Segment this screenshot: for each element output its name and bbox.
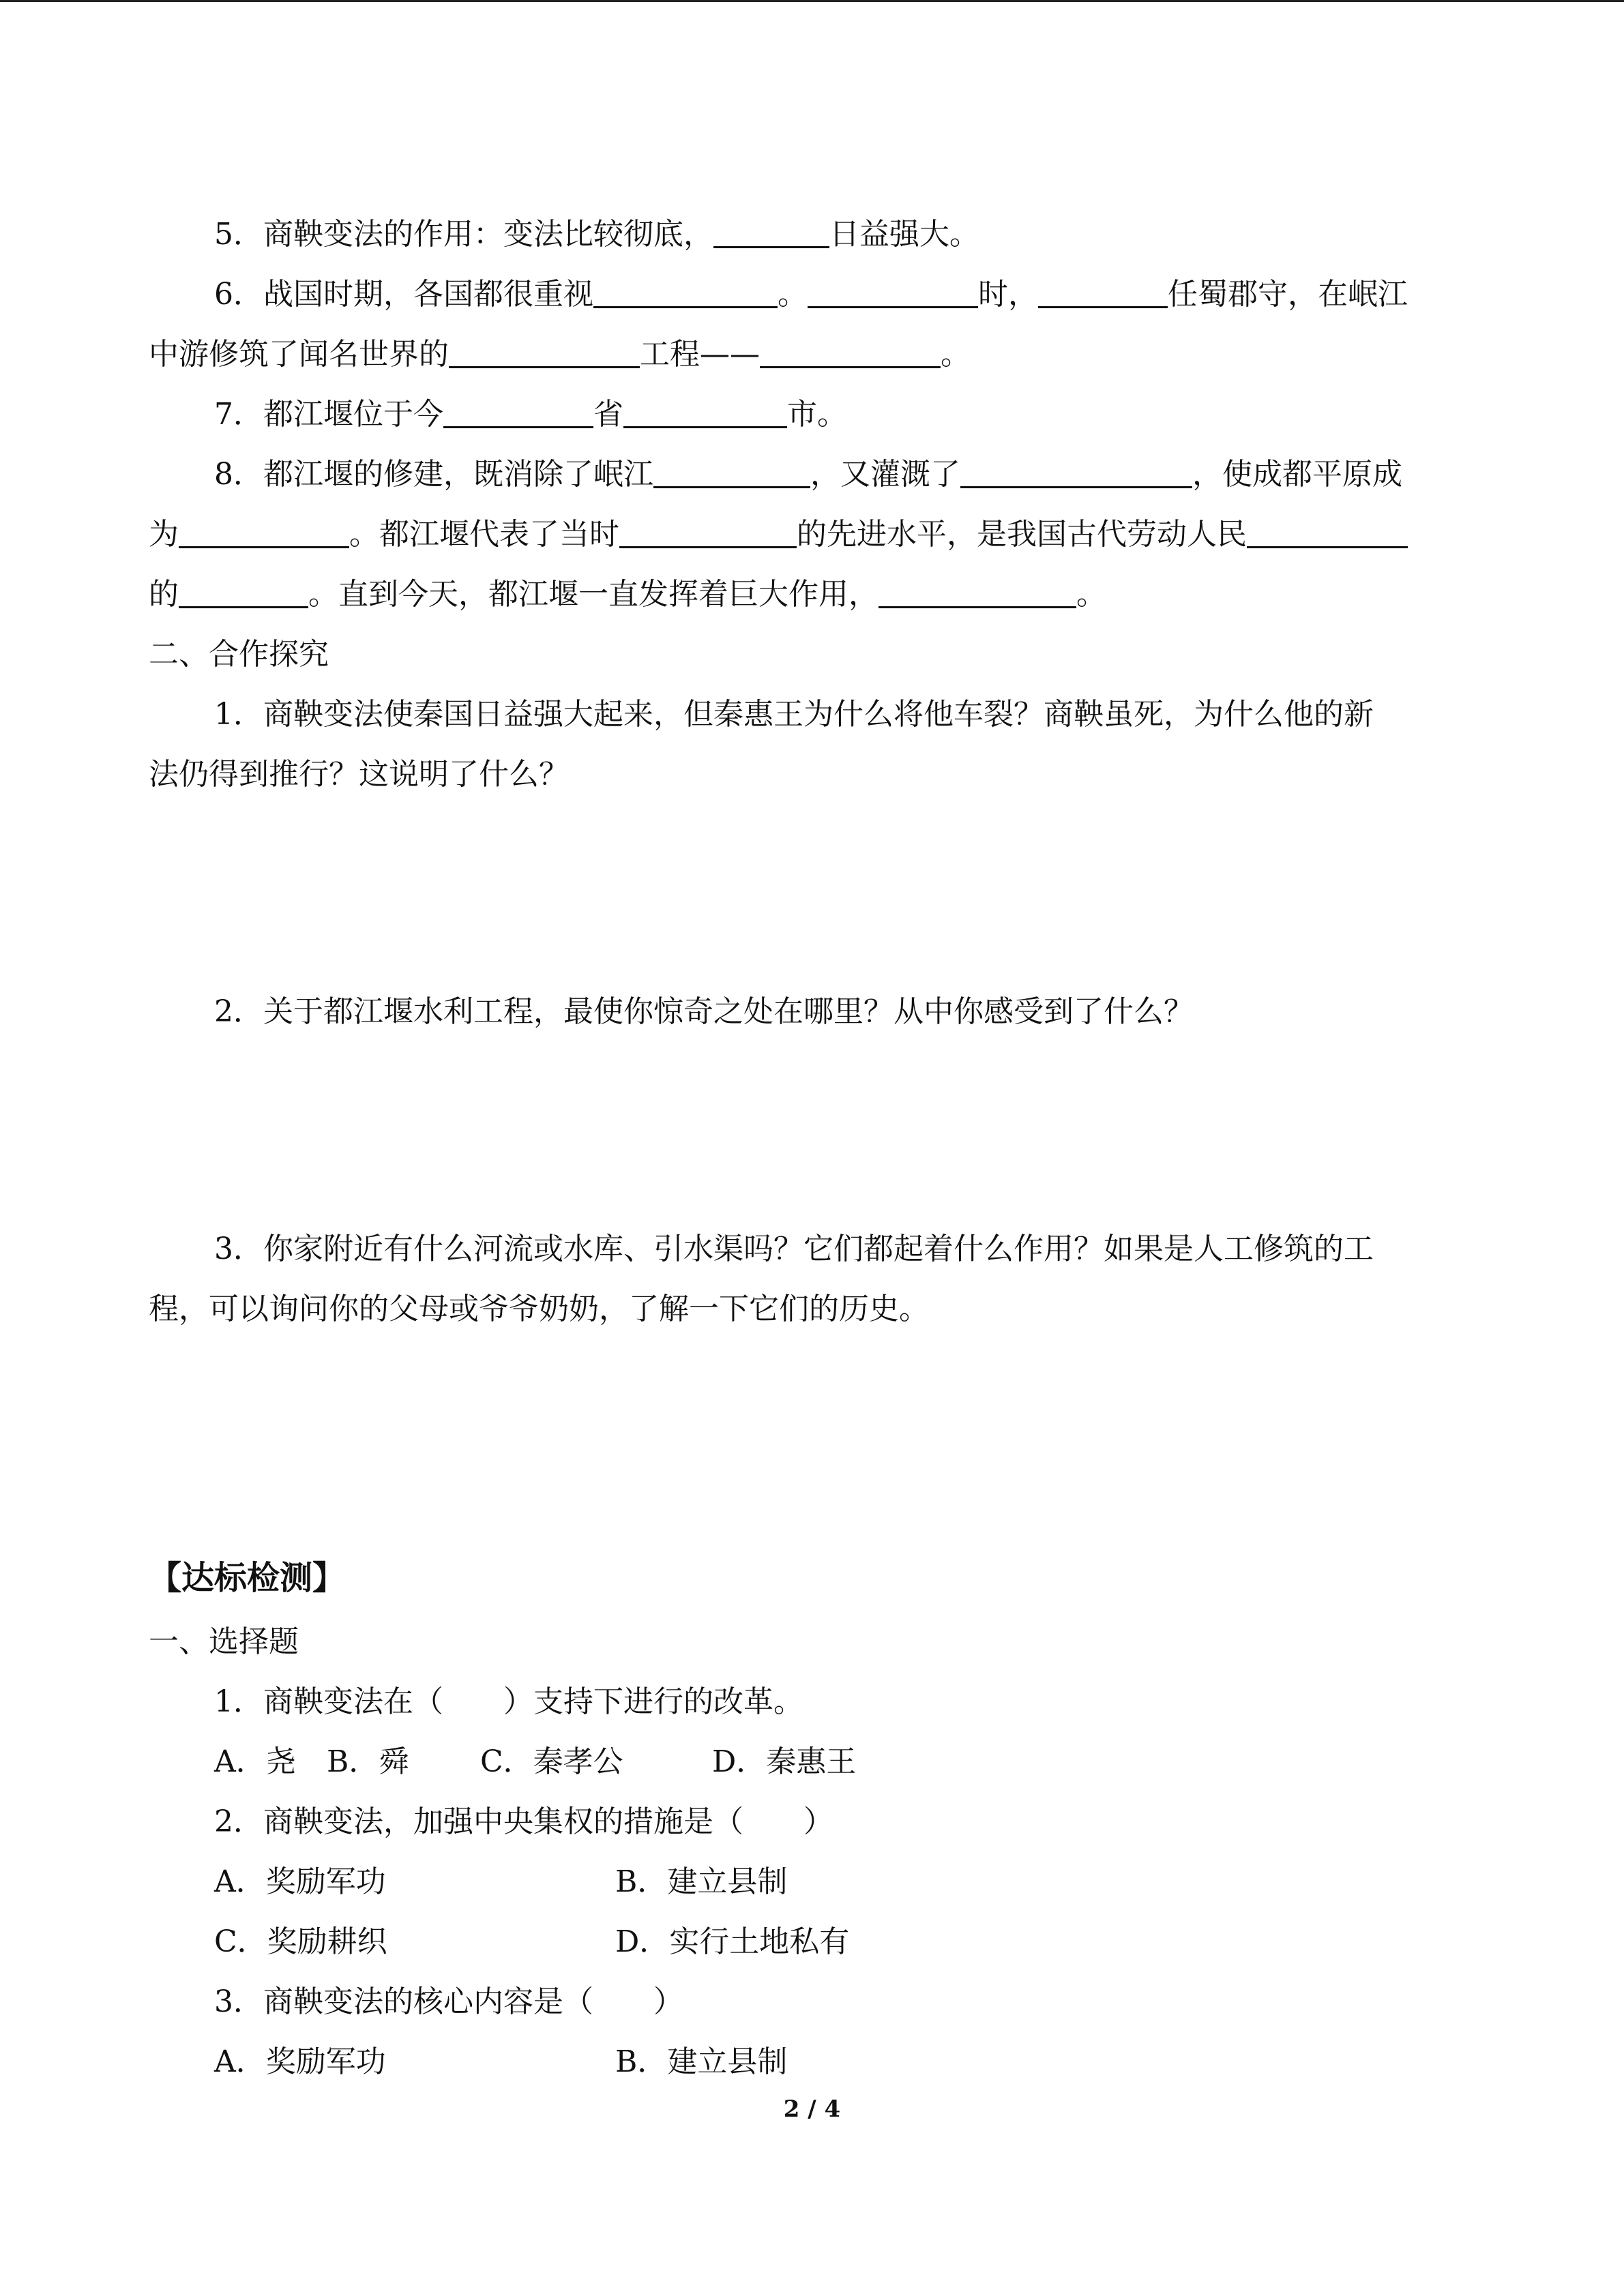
blank[interactable] [1038,279,1168,308]
blank[interactable] [449,339,640,368]
question-8-line-3: 的 。直到今天，都江堰一直发挥着巨大作用， 。 [149,577,1106,612]
blank[interactable] [623,399,787,428]
top-border [0,0,1624,2]
question-8-line-2: 为 。都江堰代表了当时 的先进水平，是我国古代劳动人民 [149,505,1479,565]
document-page [149,205,1479,2092]
option-b[interactable]: B．建立县制 [615,1864,788,1899]
option-b[interactable]: B．建立县制 [615,2044,788,2079]
question-6-line-1: 6．战国时期，各国都很重视 。 时， 任蜀郡守，在岷江 [214,277,1408,312]
blank[interactable] [179,519,349,548]
coop-question-2: 2．关于都江堰水利工程，最使你惊奇之处在哪里？从中你感受到了什么？ [214,994,1194,1029]
answer-space[interactable] [149,1339,1479,1544]
section-heading-cooperation: 二、合作探究 [149,637,329,672]
blank[interactable] [1247,519,1408,548]
blank[interactable] [808,279,978,308]
option-d[interactable]: D．秦惠王 [712,1744,857,1779]
blank[interactable] [593,279,778,308]
choice-question-1: 1．商鞅变法在（ ）支持下进行的改革。 [214,1684,803,1719]
blank[interactable] [713,219,829,248]
choice-question-2: 2．商鞅变法，加强中央集权的措施是（ ） [214,1804,833,1839]
blank[interactable] [879,579,1076,608]
question-7: 7．都江堰位于今 省 市。 [214,397,847,432]
coop-question-1-line-1: 1．商鞅变法使秦国日益强大起来，但秦惠王为什么将他车裂？商鞅虽死，为什么他的新 [214,697,1374,732]
option-d[interactable]: D．实行土地私有 [615,1924,850,1959]
option-a[interactable]: A．尧 [214,1744,296,1779]
question-6-line-2: 中游修筑了闻名世界的 工程—— 。 [149,337,971,372]
choice-question-2-options-row-1 [149,1852,1479,1912]
page-number: 2 / 4 [783,2096,841,2123]
coop-question-3-line-2: 程，可以询问你的父母或爷爷奶奶，了解一下它们的历史。 [149,1292,929,1326]
option-a[interactable]: A．奖励军功 [214,1864,386,1899]
option-c[interactable]: C．奖励耕织 [214,1924,387,1959]
choice-question-2-options-row-2 [149,1912,1479,1972]
choice-question-3: 3．商鞅变法的核心内容是（ ） [214,1984,683,2019]
answer-space[interactable] [149,805,1479,982]
section-heading-choice: 一、选择题 [149,1624,299,1659]
blank[interactable] [443,399,593,428]
blank[interactable] [179,579,308,608]
option-a[interactable]: A．奖励军功 [214,2044,386,2079]
choice-question-1-options [149,1732,1479,1792]
answer-space[interactable] [149,1042,1479,1219]
blank[interactable] [760,339,941,368]
question-5: 5．商鞅变法的作用：变法比较彻底， 日益强大。 [214,217,979,252]
coop-question-1-line-2: 法仍得到推行？这说明了什么？ [149,757,569,792]
option-c[interactable]: C．秦孝公 [480,1744,623,1779]
blank[interactable] [960,459,1192,488]
section-title-test: 【达标检测】 [149,1559,346,1597]
question-8-line-1: 8．都江堰的修建，既消除了岷江 ，又灌溉了 ，使成都平原成 [214,457,1402,492]
coop-question-3-line-1: 3．你家附近有什么河流或水库、引水渠吗？它们都起着什么作用？如果是人工修筑的工 [214,1232,1374,1266]
blank[interactable] [653,459,810,488]
choice-question-3-options-row-1 [149,2032,1479,2092]
blank[interactable] [619,519,797,548]
option-b[interactable]: B．舜 [327,1744,409,1779]
